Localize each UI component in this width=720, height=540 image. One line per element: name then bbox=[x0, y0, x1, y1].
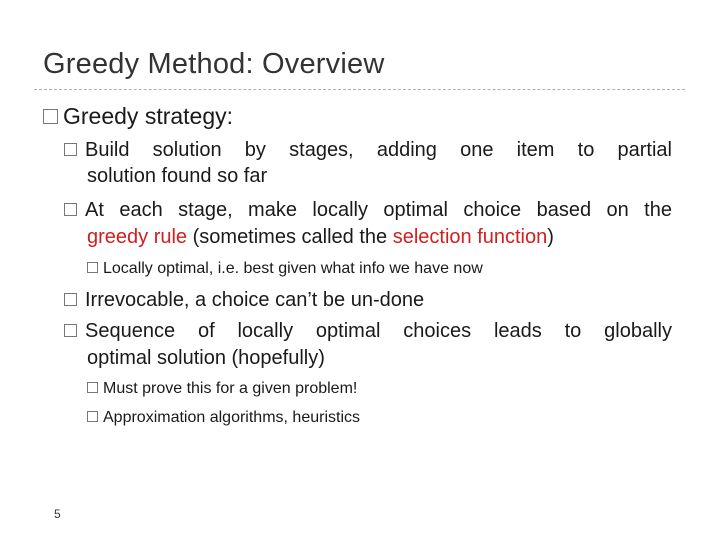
bullet-text: (sometimes called the bbox=[187, 226, 393, 248]
bullet-text: Sequence of locally optimal choices leads to globally bbox=[85, 320, 672, 342]
bullet-text: At each stage, make locally optimal choice based on the bbox=[85, 199, 672, 221]
bullet-text: Approximation algorithms, heuristics bbox=[103, 409, 360, 426]
square-bullet-icon bbox=[64, 324, 77, 337]
greedy-rule-term: greedy rule bbox=[87, 226, 188, 248]
bullet-approximation bbox=[87, 409, 360, 427]
bullet-greedy-strategy bbox=[43, 103, 233, 130]
bullet-text: Build solution by stages, adding one item to partial bbox=[85, 139, 672, 161]
square-bullet-icon bbox=[43, 109, 58, 124]
square-bullet-icon bbox=[87, 382, 98, 393]
slide-title: Greedy Method: Overview bbox=[43, 48, 385, 80]
selection-function-term: selection function bbox=[392, 226, 548, 248]
bullet-text: Irrevocable, a choice can’t be un-done bbox=[85, 289, 425, 311]
square-bullet-icon bbox=[64, 293, 77, 306]
bullet-continuation: optimal solution (hopefully) bbox=[87, 347, 325, 369]
square-bullet-icon bbox=[87, 262, 98, 273]
page-number: 5 bbox=[54, 507, 61, 521]
bullet-text: Must prove this for a given problem! bbox=[103, 380, 358, 397]
square-bullet-icon bbox=[64, 203, 77, 216]
bullet-build-solution bbox=[64, 139, 672, 162]
square-bullet-icon bbox=[87, 411, 98, 422]
title-divider bbox=[34, 89, 685, 90]
bullet-text: ) bbox=[547, 226, 554, 248]
square-bullet-icon bbox=[64, 143, 77, 156]
bullet-continuation: solution found so far bbox=[87, 165, 268, 187]
bullet-text: Greedy strategy: bbox=[63, 103, 234, 129]
bullet-continuation bbox=[87, 226, 554, 249]
bullet-locally-optimal bbox=[87, 260, 483, 278]
bullet-text: Locally optimal, i.e. best given what info we have now bbox=[103, 260, 483, 277]
bullet-each-stage bbox=[64, 199, 672, 222]
bullet-irrevocable bbox=[64, 289, 424, 312]
bullet-must-prove bbox=[87, 380, 357, 398]
bullet-sequence bbox=[64, 320, 672, 343]
